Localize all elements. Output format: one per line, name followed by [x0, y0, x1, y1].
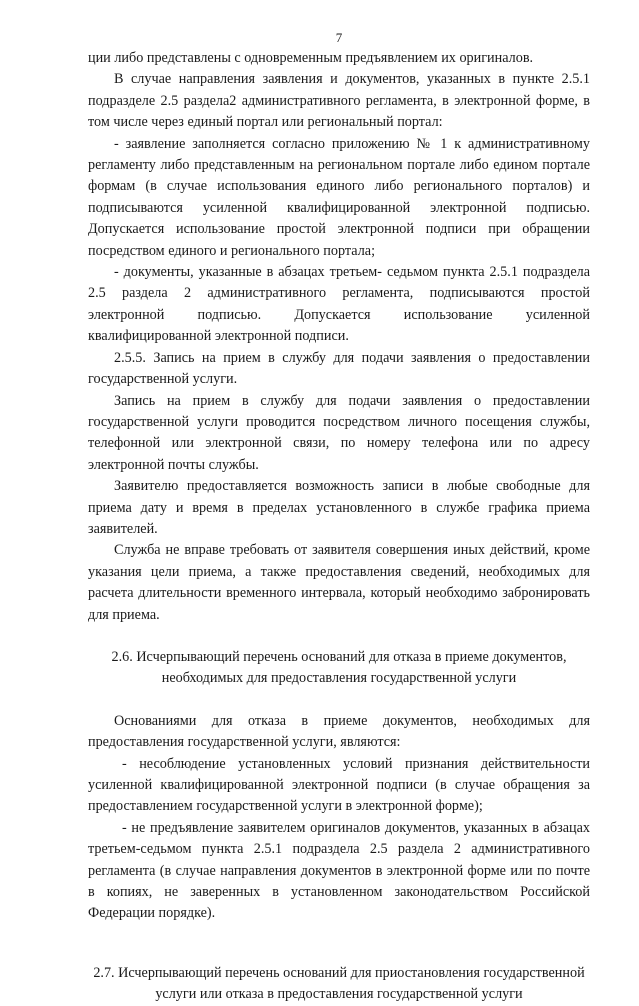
spacer	[88, 626, 590, 647]
paragraph-refusal-ground-originals: - не предъявление заявителем оригиналов документов, указанных в абзацах третьем-седьмом пункта 2.5.1 подраздела 2.5 раздела 2 административного регламента (в случае направления документов в электронной форме или по почте в копиях, не заверенных в установленном законодательством Российской Федерации порядке).	[88, 819, 590, 922]
paragraph-continuation: ции либо представлены с одновременным предъявлением их оригиналов.	[88, 50, 534, 66]
paragraph-appointment-methods: Запись на прием в службу для подачи заявления о предоставлении государственной услуги проводится посредством личного посещения службы, телефонной или электронной связи, по номеру телефона или по адресу электронной почты службы.	[88, 392, 590, 473]
paragraph-service-restrictions: Служба не вправе требовать от заявителя совершения иных действий, кроме указания цели приема, а также предоставления сведений, необходимых для расчета длительности временного интервала, который необходимо забронировать для приема.	[88, 542, 590, 623]
paragraph-application-form-item: - заявление заполняется согласно приложению № 1 к административному регламенту либо представленным на региональном портале либо едином портале формам (в случае использования единого либо регионального порталов) и подписываются усиленной квалифицированной электронной подписью. Допускается использование простой электронной подписи при обращении посредством единого и регионального портала;	[88, 135, 590, 259]
spacer	[88, 690, 590, 711]
section-heading-2-6: 2.6. Исчерпывающий перечень оснований для отказа в приеме документов, необходимых для предоставления государственной услуги	[111, 648, 567, 687]
paragraph-refusal-grounds-intro: Основаниями для отказа в приеме документов, необходимых для предоставления государственной услуги, являются:	[88, 712, 590, 751]
paragraph-appointment-time: Заявителю предоставляется возможность записи в любые свободные для приема дату и время в пределах установленного в службе графика приема заявителей.	[88, 478, 590, 537]
spacer	[88, 925, 590, 963]
paragraph-2-5-5: 2.5.5. Запись на прием в службу для подачи заявления о предоставлении государственной услуги.	[88, 349, 590, 388]
section-heading-2-7: 2.7. Исчерпывающий перечень оснований для приостановления государственной услуги или отказа в предоставления государственной услуги	[93, 964, 585, 1003]
paragraph-refusal-ground-signature: - несоблюдение установленных условий признания действительности усиленной квалифицированной электронной подписи (в случае обращения за предоставлением государственной услуги в электронной форме);	[88, 755, 590, 815]
page-number: 7	[335, 30, 343, 45]
paragraph-documents-item: - документы, указанные в абзацах третьем- седьмом пункта 2.5.1 подраздела 2.5 раздела 2 административного регламента, подписываются простой электронной подписью. Допускается использование усиленной квалифицированной электронной подписи.	[88, 264, 590, 345]
document-page	[88, 30, 590, 1006]
paragraph-electronic-submission: В случае направления заявления и документов, указанных в пункте 2.5.1 подразделе 2.5 раздела2 административного регламента, в электронной форме, в том числе через единый портал или региональный портал:	[88, 71, 590, 131]
